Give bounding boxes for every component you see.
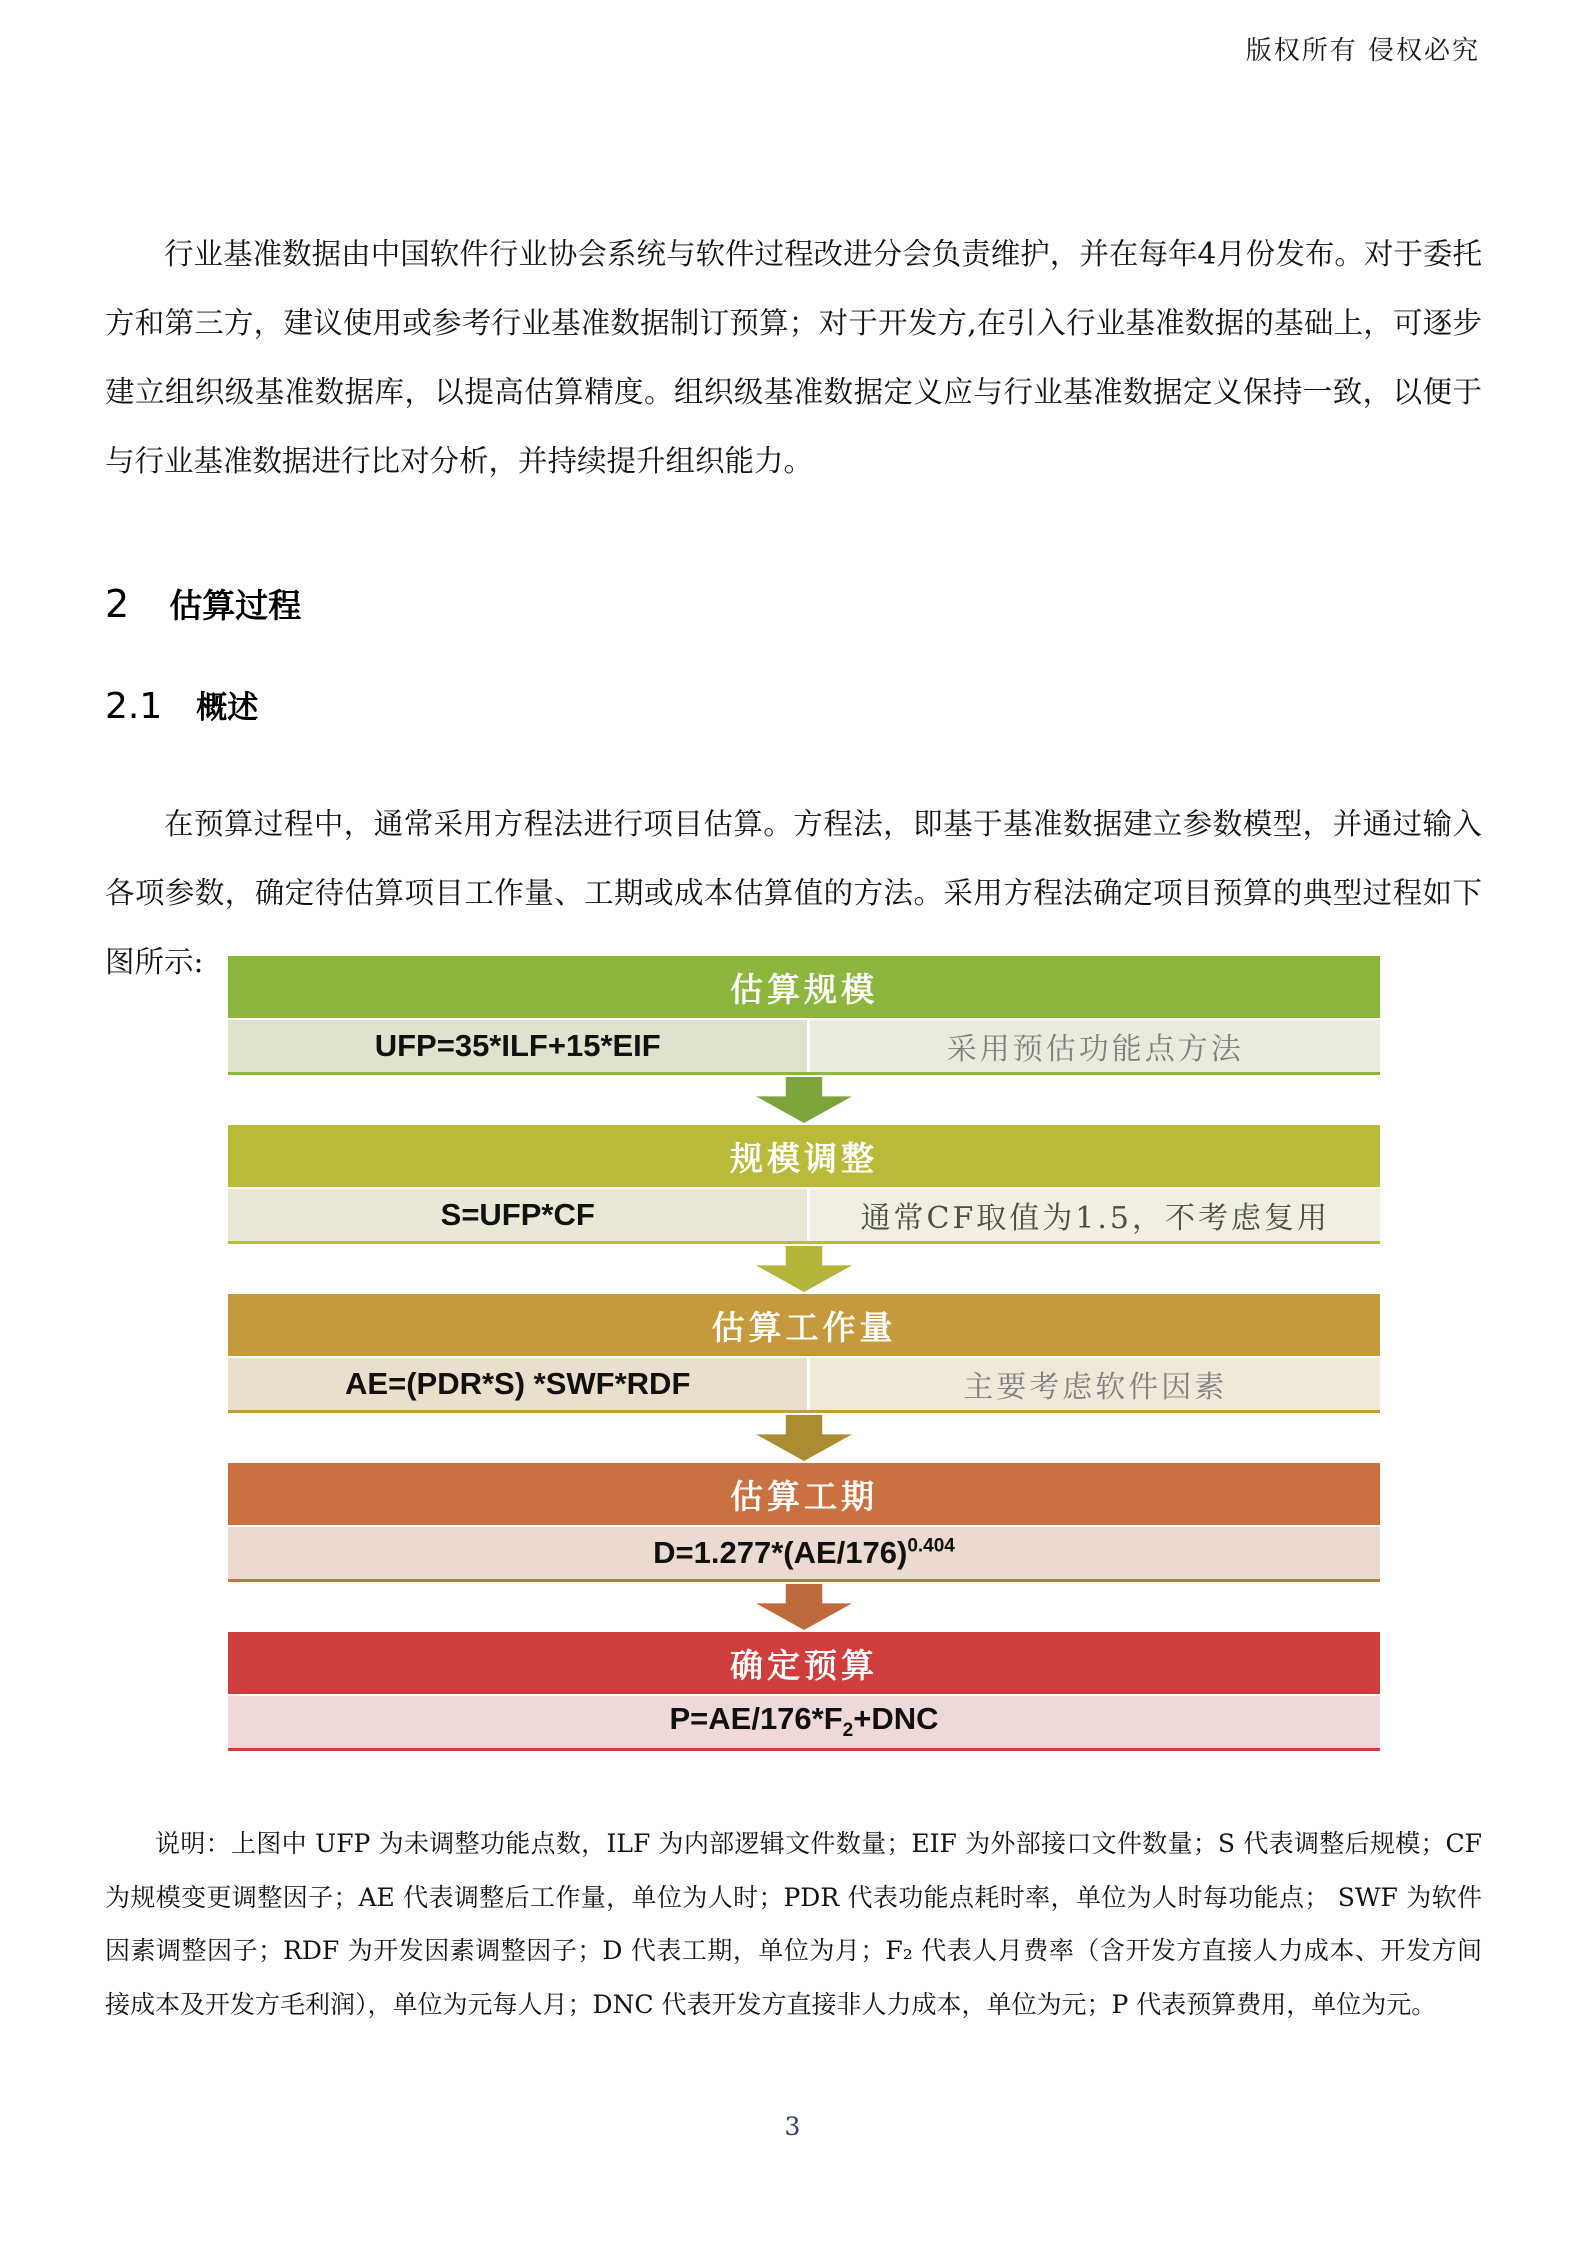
step-body <box>228 1696 1380 1751</box>
legend-paragraph: 说明：上图中 UFP 为未调整功能点数，ILF 为内部逻辑文件数量；EIF 为外部接口文件数量；S 代表调整后规模；CF 为规模变更调整因子；AE 代表调整后工作量，单位为人时；PDR 代表功能点耗时率，单位为人时每功能点； SWF 为软件因素调整因子；RDF 为开发因素调整因子；D 代表工期，单位为月；F₂ 代表人月费率（含开发方直接人力成本、开发方间接成本及开发方毛利润），单位为元每人月；DNC 代表开发方直接非人力成本，单位为元；P 代表预算费用，单位为元。 <box>105 1829 1482 2019</box>
arrow-row <box>228 1414 1380 1462</box>
arrow-row <box>228 1245 1380 1293</box>
formula-exponent: 0.404 <box>907 1535 955 1557</box>
note-text: 采用预估功能点方法 <box>946 1032 1244 1067</box>
down-arrow-icon <box>756 1584 852 1630</box>
formula-cell <box>228 1527 1380 1579</box>
formula-cell <box>228 1696 1380 1748</box>
subsection-title: 概述 <box>196 690 259 726</box>
step-title-bar: 规模调整 <box>228 1125 1380 1187</box>
flow-step-estimate-duration <box>228 1463 1380 1582</box>
formula-text: UFP=35*ILF+15*EIF <box>374 1028 661 1063</box>
arrow-row <box>228 1583 1380 1631</box>
formula-cell <box>228 1020 807 1072</box>
flow-step-adjust-size <box>228 1125 1380 1244</box>
subsection-number: 2.1 <box>105 686 163 727</box>
step-body <box>228 1358 1380 1413</box>
formula-cell <box>228 1189 807 1241</box>
step-title-bar: 确定预算 <box>228 1632 1380 1694</box>
note-text: 主要考虑软件因素 <box>963 1370 1228 1405</box>
copyright-notice: 版权所有 侵权必究 <box>1245 36 1480 66</box>
section-number: 2 <box>105 582 130 626</box>
step-title-bar: 估算工期 <box>228 1463 1380 1525</box>
overview-paragraph: 在预算过程中，通常采用方程法进行项目估算。方程法，即基于基准数据建立参数模型，并通过输入各项参数，确定待估算项目工作量、工期或成本估算值的方法。采用方程法确定项目预算的典型过程如下图所示: <box>105 806 1482 979</box>
subsection-heading <box>105 682 258 727</box>
formula-text: $D=1.277*(AE/176)^{0.404}$ <box>653 1535 955 1570</box>
formula-text: $P=AE/176*F_2+DNC$ <box>669 1701 939 1742</box>
flow-step-estimate-size <box>228 956 1380 1075</box>
note-cell <box>810 1189 1380 1241</box>
note-cell <box>810 1020 1380 1072</box>
step-body <box>228 1020 1380 1075</box>
formula-text: AE=(PDR*S) *SWF*RDF <box>345 1366 691 1401</box>
formula-cell <box>228 1358 807 1410</box>
step-body <box>228 1189 1380 1244</box>
page-number: 3 <box>784 2112 801 2141</box>
arrow-row <box>228 1076 1380 1124</box>
section-heading <box>105 580 301 627</box>
note-text: 通常CF取值为1.5，不考虑复用 <box>860 1201 1330 1236</box>
step-body <box>228 1527 1380 1582</box>
estimation-process-flowchart <box>228 956 1380 1751</box>
intro-paragraph: 行业基准数据由中国软件行业协会系统与软件过程改进分会负责维护，并在每年4月份发布。对于委托方和第三方，建议使用或参考行业基准数据制订预算；对于开发方,在引入行业基准数据的基础上，可逐步建立组织级基准数据库，以提高估算精度。组织级基准数据定义应与行业基准数据定义保持一致，以便于与行业基准数据进行比对分析，并持续提升组织能力。 <box>105 236 1482 478</box>
down-arrow-icon <box>756 1246 852 1292</box>
formula-subscript: 2 <box>842 1720 854 1742</box>
formula-text: S=UFP*CF <box>440 1197 595 1232</box>
flow-step-determine-budget <box>228 1632 1380 1751</box>
step-title-bar: 估算工作量 <box>228 1294 1380 1356</box>
down-arrow-icon <box>756 1415 852 1461</box>
step-title-bar: 估算规模 <box>228 956 1380 1018</box>
flow-step-estimate-effort <box>228 1294 1380 1413</box>
note-cell <box>810 1358 1380 1410</box>
down-arrow-icon <box>756 1077 852 1123</box>
section-title: 估算过程 <box>169 586 302 625</box>
